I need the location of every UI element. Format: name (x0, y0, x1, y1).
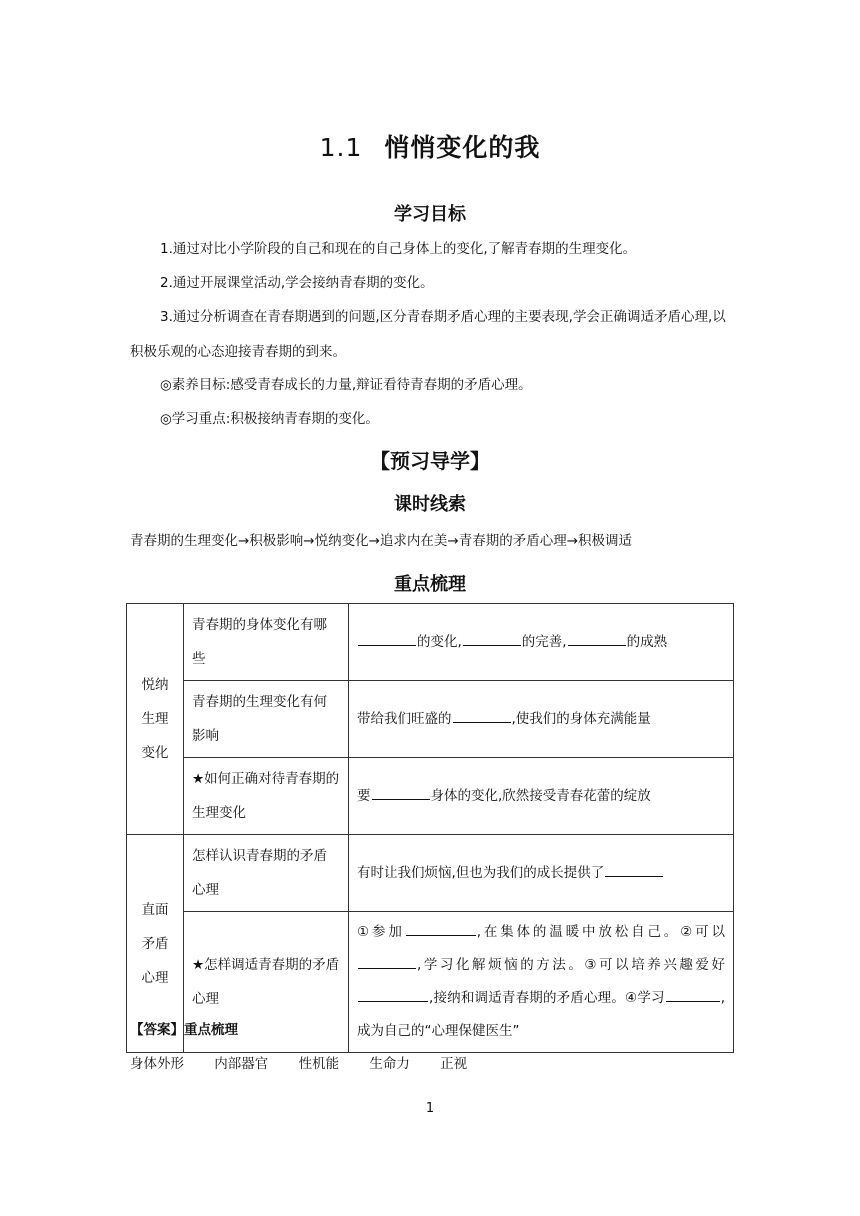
answer-text: 带给我们旺盛的 (357, 711, 452, 727)
answer-text: ,接纳和调适青春期的矛盾心理。④学习 (429, 990, 665, 1006)
answer-item: 正视 (440, 1056, 468, 1072)
fill-blank (358, 1000, 428, 1002)
fill-blank (463, 644, 521, 646)
answer-item: 内部器官 (214, 1056, 269, 1072)
key-heading: 重点梳理 (394, 574, 466, 595)
answer-list (130, 1052, 481, 1072)
fill-blank (358, 967, 416, 969)
goals-heading: 学习目标 (394, 204, 466, 225)
fill-blank (568, 644, 626, 646)
answer-text: 要 (357, 788, 371, 804)
answer-cell (349, 758, 734, 835)
clue-heading: 课时线索 (394, 494, 466, 515)
clue-text: 青春期的生理变化→积极影响→悦纳变化→追求内在美→青春期的矛盾心理→积极调适 (130, 533, 633, 549)
answer-cell (349, 681, 734, 758)
title-number: 1.1 (319, 133, 363, 162)
goal-item-literacy: ◎素养目标:感受青春成长的力量,辩证看待青春期的矛盾心理。 (160, 377, 532, 393)
answer-text: 有时让我们烦恼,但也为我们的成长提供了 (357, 865, 605, 881)
goal-item-2: 2.通过开展课堂活动,学会接纳青春期的变化。 (160, 275, 434, 291)
question-cell: 怎样认识青春期的矛盾心理 (184, 835, 349, 912)
table-row (127, 835, 734, 912)
answer-cell (349, 912, 734, 1053)
answer-cell (349, 835, 734, 912)
answer-item: 生命力 (369, 1056, 410, 1072)
answer-text: ,成为自己的“心理保健医生” (357, 990, 725, 1039)
fill-blank (453, 721, 511, 723)
answer-text: ,使我们的身体充满能量 (511, 711, 651, 727)
fill-blank (406, 934, 476, 936)
question-cell: 青春期的身体变化有哪些 (184, 604, 349, 681)
fill-blank (372, 798, 430, 800)
answer-text: ①参加 (357, 924, 405, 940)
goal-item-3: 3.通过分析调查在青春期遇到的问题,区分青春期矛盾心理的主要表现,学会正确调适矛盾心理,以积极乐观的心态迎接青春期的到来。 (130, 309, 726, 360)
question-cell: 青春期的生理变化有何影响 (184, 681, 349, 758)
fill-blank (666, 1000, 720, 1002)
key-points-table (126, 603, 734, 1053)
answer-item: 身体外形 (130, 1056, 184, 1072)
goal-item-focus: ◎学习重点:积极接纳青春期的变化。 (160, 411, 379, 427)
answer-heading: 【答案】重点梳理 (130, 1022, 238, 1038)
question-cell: ★怎样调适青春期的矛盾心理 (184, 912, 349, 1053)
table-row (127, 758, 734, 835)
page-title (0, 128, 860, 164)
table-row (127, 604, 734, 681)
answer-text: ,学习化解烦恼的方法。③可以培养兴趣爱好 (417, 957, 725, 973)
question-cell: ★如何正确对待青春期的生理变化 (184, 758, 349, 835)
goal-item-1: 1.通过对比小学阶段的自己和现在的自己身体上的变化,了解青春期的生理变化。 (160, 241, 637, 257)
answer-text: 的成熟 (626, 634, 668, 650)
answer-text: 的完善, (521, 634, 567, 650)
table-row (127, 681, 734, 758)
page-number: 1 (425, 1101, 435, 1116)
preview-heading: 【预习导学】 (370, 449, 490, 473)
answer-text: 身体的变化,欣然接受青春花蕾的绽放 (430, 788, 651, 804)
fill-blank (358, 644, 416, 646)
answer-cell (349, 604, 734, 681)
category-cell: 直面矛盾心理 (127, 835, 184, 1053)
answer-item: 性机能 (298, 1056, 340, 1072)
answer-text: ,在集体的温暖中放松自己。②可以 (476, 924, 725, 940)
title-text: 悄悄变化的我 (384, 133, 541, 162)
answer-text: 的变化, (417, 634, 462, 650)
category-cell: 悦纳生理变化 (127, 604, 184, 835)
fill-blank (605, 875, 663, 877)
